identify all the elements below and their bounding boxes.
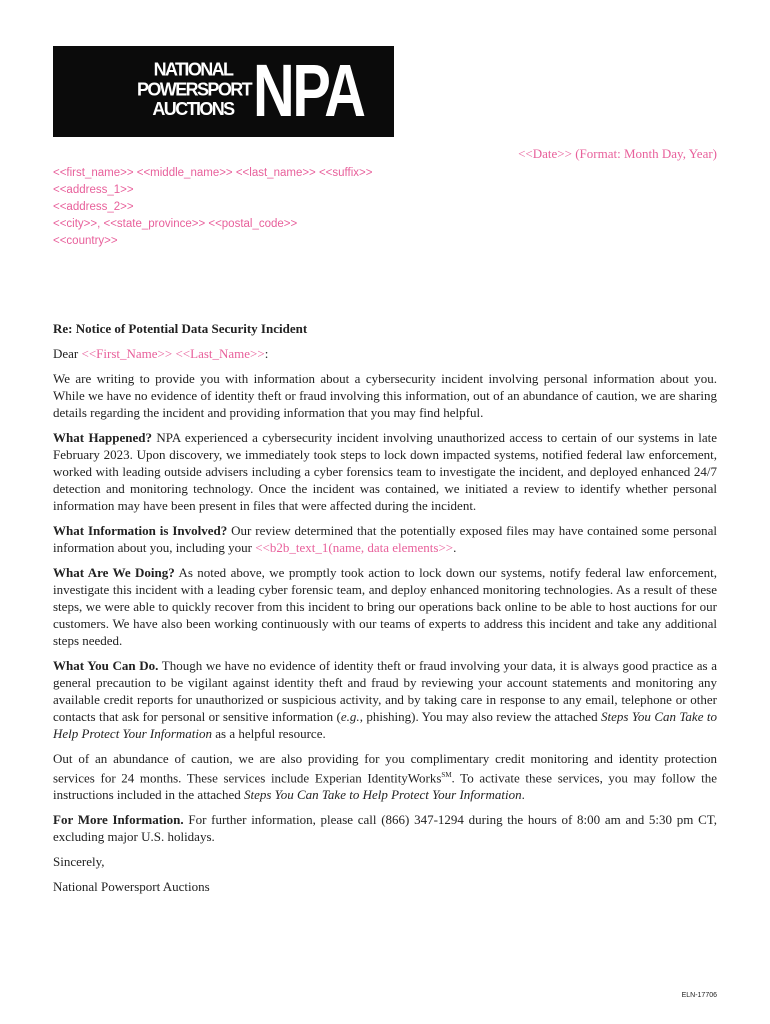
information-involved-heading: What Information is Involved? [53, 523, 228, 538]
document-code: ELN-17706 [681, 992, 717, 999]
what-you-can-do-end: as a helpful resource. [212, 726, 326, 741]
address-line-city: <<city>>, <<state_province>> <<postal_code>> [53, 218, 298, 230]
logo-mark: NPA [253, 49, 364, 132]
what-are-we-doing-heading: What Are We Doing? [53, 565, 175, 580]
data-elements-placeholder: <<b2b_text_1(name, data elements>> [255, 540, 454, 555]
more-information-heading: For More Information. [53, 812, 184, 828]
more-information-text: For further information, please call (866) 347-1294 during the hours of 8:00 am and 5:30 pm CT, excluding major U.S. holidays. [53, 812, 717, 845]
what-happened-heading: What Happened? [53, 430, 153, 445]
signature: National Powersport Auctions [53, 879, 210, 895]
what-happened-text: NPA experienced a cybersecurity incident involving unauthorized access to certain of our systems in late February 2023. Upon discovery, we immediately took steps to lock down impacted systems, notified federal law enforcement, worked with leading outside advisers including a cyber forensics team to investigate the incident, and deployed enhanced 24/7 detection and monitoring technology. Once the incident was contained, we initiated a review to identify whether personal information may have been present in files that were affected during the incident. [53, 430, 717, 513]
address-line-country: <<country>> [53, 235, 118, 247]
more-information-paragraph [53, 811, 717, 845]
closing: Sincerely, [53, 854, 105, 870]
salutation-name: <<First_Name>> <<Last_Name>> [81, 346, 265, 361]
date-format: (Format: Month Day, Year) [575, 146, 717, 161]
address-line-2: <<address_2>> [53, 201, 134, 213]
credit-monitoring-end: . [521, 787, 525, 803]
steps-reference-2: Steps You Can Take to Help Protect Your Information [243, 787, 522, 803]
what-you-can-do-text: Though we have no evidence of identity theft or fraud involving your data, it is always good practice as a general precaution to be vigilant against identity theft and fraud by reviewing your account statements and monitoring any available credit reports for unauthorized or suspicious activity, and by taking care in response to any email, telephone or other contacts that ask for personal or sensitive information ( [53, 658, 718, 724]
letter-body [53, 320, 717, 903]
what-you-can-do-text-2: , phishing). You may also review the attached [359, 709, 602, 724]
credit-monitoring-text: Out of an abundance of caution, we are also providing for you complimentary credit monitoring and identity protection services for 24 months. These services include Experian IdentityWorks [53, 751, 717, 786]
information-involved-end: . [453, 540, 457, 555]
date-placeholder: <<Date>> [518, 146, 572, 161]
subject-line: Re: Notice of Potential Data Security Incident [53, 321, 308, 336]
intro-paragraph: We are writing to provide you with information about a cybersecurity incident involving personal information about you. While we have no evidence of identity theft or fraud involving this information, out of an abundance of caution, we are sharing details regarding the incident and providing information that you may find helpful. [53, 371, 717, 420]
information-involved-paragraph [53, 522, 717, 556]
recipient-address [53, 165, 372, 250]
what-happened-paragraph [53, 429, 717, 514]
logo-word-auctions: AUCTIONS [152, 98, 234, 120]
credit-monitoring-paragraph [53, 750, 717, 803]
information-involved-text: Our review determined that the potentially exposed files may have contained some personal information about you, including your [53, 523, 717, 555]
salutation-prefix: Dear [53, 346, 82, 361]
date-line [518, 146, 717, 162]
what-are-we-doing-text: As noted above, we promptly took action to lock down our systems, notify federal law enforcement, investigate this incident with a leading cyber forensic team, and deploy enhanced monitoring technologies. As a result of these steps, we were able to quickly recover from this incident to bring our operations back online to be able to host auctions for our customers. We have also been working continuously with our teams of experts to address this incident and take any additional steps needed. [53, 565, 717, 648]
credit-monitoring-text-2: . To activate these services, you may follow the instructions included in the attached [53, 770, 717, 803]
logo-word-powersport: POWERSPORT [137, 78, 252, 100]
steps-reference: Steps You Can Take to Help Protect Your Information [53, 709, 717, 741]
what-you-can-do-heading: What You Can Do. [53, 658, 159, 673]
logo-word-national: NATIONAL [153, 58, 233, 80]
salutation-suffix: : [264, 346, 269, 361]
address-line-name: <<first_name>> <<middle_name>> <<last_name>> <<suffix>> [53, 167, 373, 179]
address-line-1: <<address_1>> [53, 184, 134, 196]
logo-wordmark [137, 58, 252, 120]
what-you-can-do-paragraph [53, 657, 717, 742]
eg-abbreviation: e.g. [340, 709, 360, 724]
npa-logo [53, 46, 394, 137]
what-are-we-doing-paragraph [53, 564, 717, 649]
salutation [53, 345, 717, 362]
service-mark: SM [441, 771, 452, 779]
